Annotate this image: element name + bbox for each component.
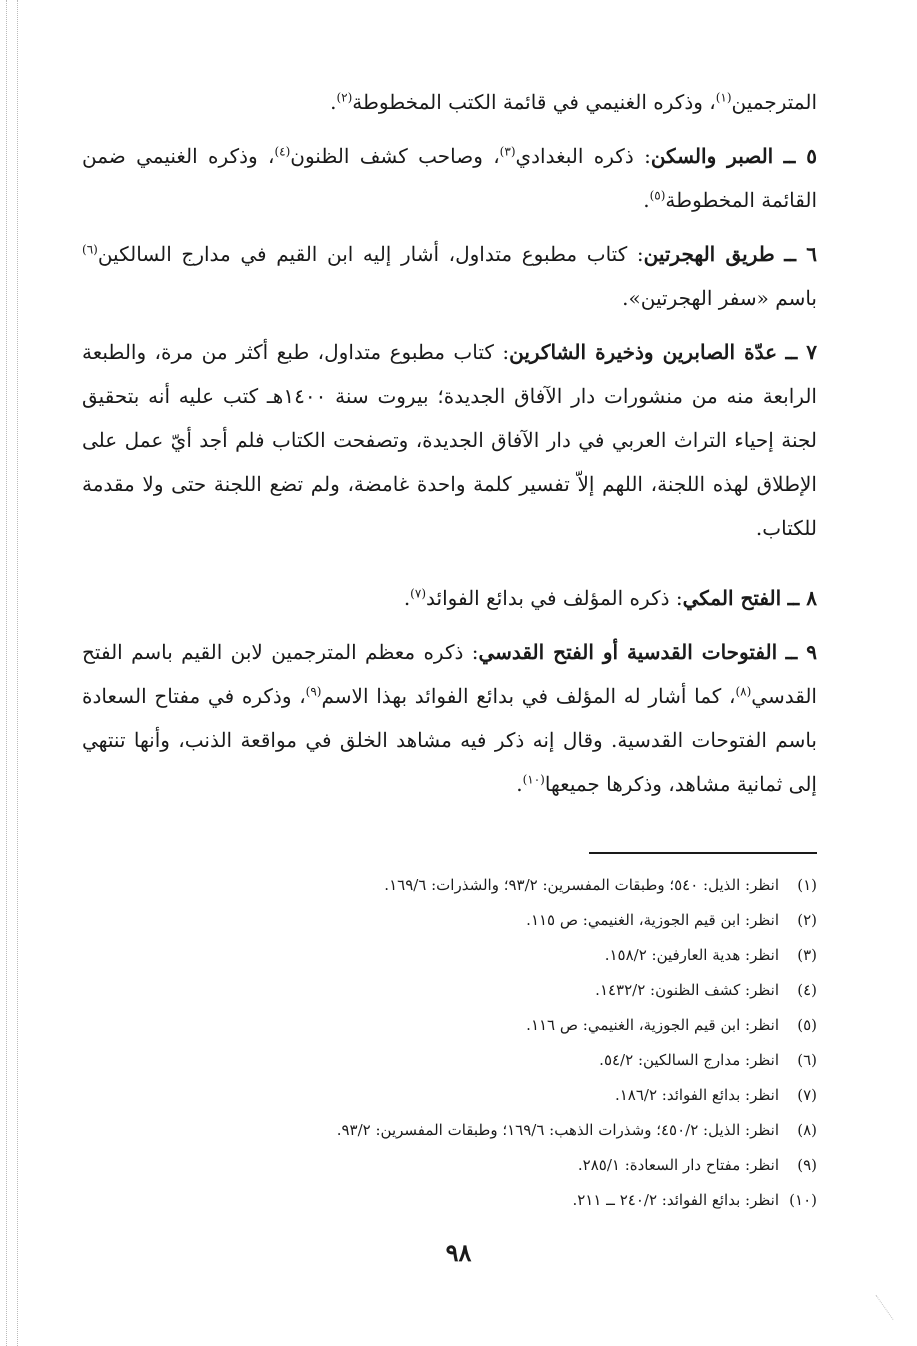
paragraph-text: ، كما أشار له المؤلف في بدائع الفوائد بهذا الاسم bbox=[321, 684, 736, 708]
item-number: ٧ ــ bbox=[785, 340, 817, 364]
paragraph-text: : ذكره المؤلف في بدائع الفوائد bbox=[426, 586, 683, 610]
scan-border-dots bbox=[17, 0, 18, 1346]
footnote-ref: (١٠) bbox=[522, 772, 545, 787]
paragraph-text: ، وذكره في مفتاح السعادة باسم الفتوحات القدسية. وقال إنه ذكر فيه مشاهد الخلق في مواقعة الذنب، وأنها تنتهي إلى ثمانية مشاهد، وذكرها جميعها bbox=[82, 684, 817, 796]
footnote-text: انظر: الذيل: ٤٥٠/٢؛ وشذرات الذهب: ١٦٩/٦؛ وطبقات المفسرين: ٩٣/٢. bbox=[336, 1121, 779, 1139]
footnote-item bbox=[82, 973, 817, 1008]
footnote-item bbox=[82, 1148, 817, 1183]
item-number: ٩ ــ bbox=[785, 640, 817, 664]
footnote-separator bbox=[589, 852, 817, 854]
paragraph-text: ، وذكره الغنيمي ضمن القائمة المخطوطة bbox=[82, 144, 817, 212]
footnote-number: (٧) bbox=[797, 1086, 817, 1104]
footnote-ref: (٥) bbox=[649, 188, 666, 203]
paragraph-item-9 bbox=[82, 630, 817, 806]
footnote-ref: (٩) bbox=[305, 684, 322, 699]
item-title: عدّة الصابرين وذخيرة الشاكرين bbox=[509, 340, 778, 364]
footnote-number: (٦) bbox=[797, 1051, 817, 1069]
footnote-number: (٩) bbox=[797, 1156, 817, 1174]
footnote-item bbox=[82, 1008, 817, 1043]
paragraph-text: : ذكره معظم المترجمين لابن القيم باسم الفتح القدسي bbox=[82, 640, 817, 708]
item-title: طريق الهجرتين bbox=[643, 242, 775, 266]
footnote-text: انظر: مفتاح دار السعادة: ٢٨٥/١. bbox=[577, 1156, 779, 1174]
footnote-item bbox=[82, 903, 817, 938]
page-number: ٩٨ bbox=[445, 1238, 472, 1267]
footnote-number: (١٠) bbox=[789, 1191, 817, 1209]
scan-corner-mark bbox=[875, 1282, 911, 1320]
paragraph-item-8 bbox=[82, 576, 817, 620]
footnote-text: انظر: بدائع الفوائد: ١٨٦/٢. bbox=[614, 1086, 779, 1104]
paragraph-text: ، وصاحب كشف الظنون bbox=[290, 144, 500, 168]
footnote-ref: (٣) bbox=[499, 144, 516, 159]
paragraph-text: . bbox=[330, 90, 337, 114]
paragraph-text: : كتاب مطبوع متداول، أشار إليه ابن القيم في مدارج السالكين bbox=[97, 242, 644, 266]
footnote-number: (٤) bbox=[797, 981, 817, 999]
paragraph-text: : ذكره البغدادي bbox=[515, 144, 651, 168]
paragraph-item-6 bbox=[82, 232, 817, 320]
footnote-ref: (٨) bbox=[735, 684, 752, 699]
footnote-text: انظر: مدارج السالكين: ٥٤/٢. bbox=[599, 1051, 779, 1069]
paragraph-text: المترجمين bbox=[731, 90, 817, 114]
footnote-ref: (٧) bbox=[410, 586, 426, 601]
paragraph-text: . bbox=[516, 772, 523, 796]
footnote-text: انظر: كشف الظنون: ١٤٣٢/٢. bbox=[595, 981, 779, 999]
paragraph-continuation bbox=[82, 80, 817, 124]
footnote-item bbox=[82, 938, 817, 973]
footnote-text: انظر: ابن قيم الجوزية، الغنيمي: ص ١١٥. bbox=[526, 911, 779, 929]
scan-border-dots bbox=[6, 0, 7, 1346]
footnote-number: (٣) bbox=[797, 946, 817, 964]
footnote-ref: (٤) bbox=[274, 144, 291, 159]
footnote-text: انظر: ابن قيم الجوزية، الغنيمي: ص ١١٦. bbox=[526, 1016, 779, 1034]
footnote-item bbox=[82, 868, 817, 903]
footnote-ref: (٦) bbox=[82, 242, 98, 257]
paragraph-item-5 bbox=[82, 134, 817, 222]
footnote-number: (٨) bbox=[797, 1121, 817, 1139]
footnote-text: انظر: هدية العارفين: ١٥٨/٢. bbox=[604, 946, 779, 964]
item-title: الصبر والسكن bbox=[650, 144, 774, 168]
paragraph-item-7 bbox=[82, 330, 817, 550]
footnote-text: انظر: بدائع الفوائد: ٢٤٠/٢ ــ ٢١١. bbox=[572, 1191, 779, 1209]
item-number: ٨ ــ bbox=[787, 586, 817, 610]
footnote-ref: (١) bbox=[715, 90, 732, 105]
footnote-number: (٢) bbox=[797, 911, 817, 929]
footnote-number: (٥) bbox=[797, 1016, 817, 1034]
paragraph-text: . bbox=[403, 586, 411, 610]
footnote-item bbox=[82, 1043, 817, 1078]
item-number: ٥ ــ bbox=[783, 144, 818, 168]
footnote-item bbox=[82, 1183, 817, 1218]
paragraph-text: باسم «سفر الهجرتين». bbox=[622, 286, 817, 310]
paragraph-text: : كتاب مطبوع متداول، طبع أكثر من مرة، والطبعة الرابعة منه من منشورات دار الآفاق الجديدة؛ بيروت سنة ١٤٠٠هـ كتب عليه أنه بتحقيق لجنة إحياء التراث العربي في دار الآفاق الجديدة، وتصفحت الكتاب فلم أجد أيّ عمل على الإطلاق لهذه اللجنة، اللهم إلاّ تفسير كلمة واحدة غامضة، ولم تضع اللجنة حتى ولا مقدمة للكتاب. bbox=[82, 340, 817, 540]
item-title: الفتح المكي bbox=[682, 586, 782, 610]
footnote-text: انظر: الذيل: ٥٤٠؛ وطبقات المفسرين: ٩٣/٢؛ والشذرات: ١٦٩/٦. bbox=[384, 876, 779, 894]
paragraph-text: . bbox=[643, 188, 650, 212]
footnote-number: (١) bbox=[797, 876, 817, 894]
footnotes-list bbox=[82, 868, 817, 1218]
paragraph-text: ، وذكره الغنيمي في قائمة الكتب المخطوطة bbox=[352, 90, 716, 114]
item-number: ٦ ــ bbox=[784, 242, 817, 266]
footnote-item bbox=[82, 1078, 817, 1113]
footnote-ref: (٢) bbox=[336, 90, 353, 105]
item-title: الفتوحات القدسية أو الفتح القدسي bbox=[478, 640, 778, 664]
main-text bbox=[82, 80, 817, 806]
footnote-item bbox=[82, 1113, 817, 1148]
